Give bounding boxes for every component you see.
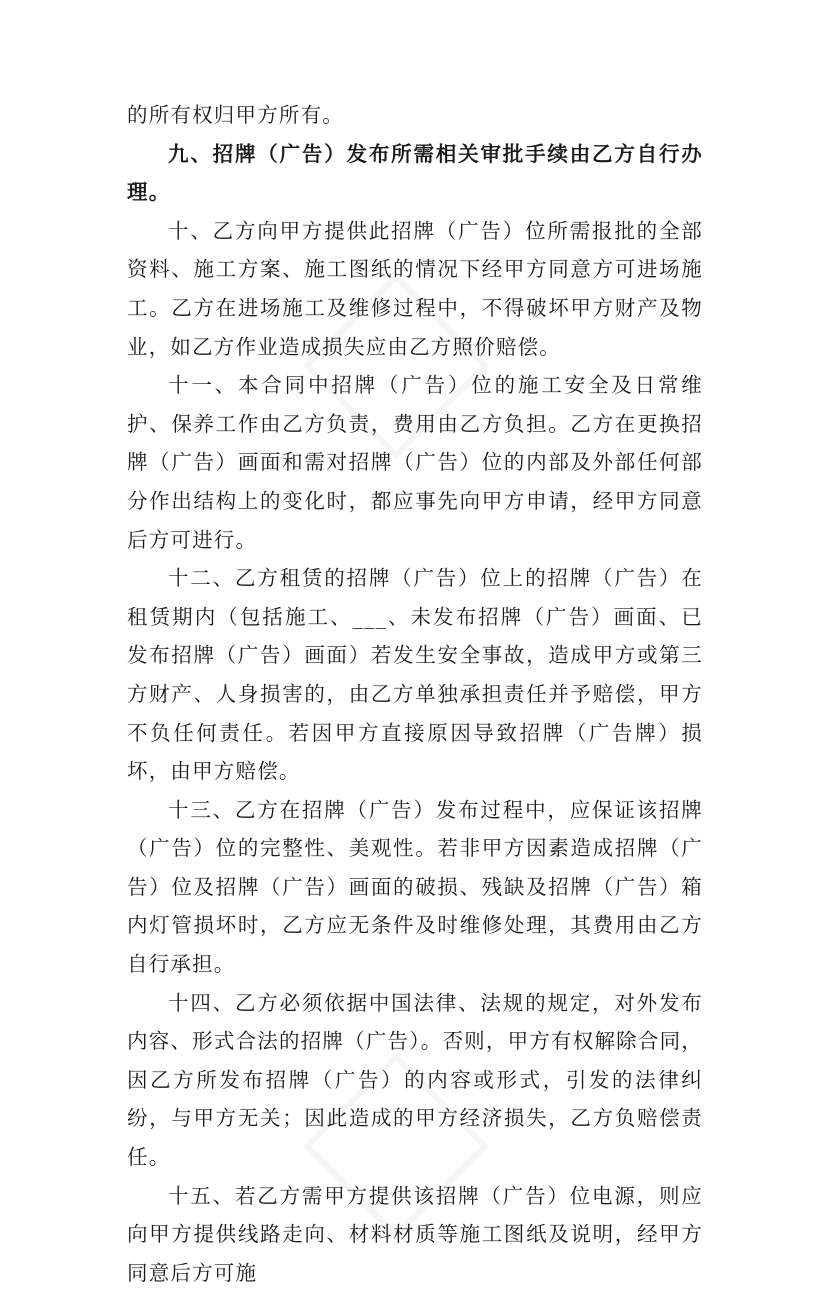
clause-15: 十五、若乙方需甲方提供该招牌（广告）位电源，则应向甲方提供线路走向、材料材质等施工图纸及说明，经甲方同意后方可施 — [127, 1183, 703, 1285]
clause-10: 十、乙方向甲方提供此招牌（广告）位所需报批的全部资料、施工方案、施工图纸的情况下经甲方同意方可进场施工。乙方在进场施工及维修过程中，不得破坏甲方财产及物业，如乙方作业造成损失应由乙方照价赔偿。 — [127, 218, 703, 359]
document-body — [127, 96, 703, 1292]
clause-12: 十二、乙方租赁的招牌（广告）位上的招牌（广告）在租赁期内（包括施工、___、未发布招牌（广告）画面、已发布招牌（广告）画面）若发生安全事故，造成甲方或第三方财产、人身损害的，由乙方单独承担责任并予赔偿，甲方不负任何责任。若因甲方直接原因导致招牌（广告牌）损坏，由甲方赔偿。 — [127, 566, 703, 784]
clause-9: 九、招牌（广告）发布所需相关审批手续由乙方自行办理。 — [127, 141, 703, 205]
clause-13: 十三、乙方在招牌（广告）发布过程中，应保证该招牌（广告）位的完整性、美观性。若非甲方因素造成招牌（广告）位及招牌（广告）画面的破损、残缺及招牌（广告）箱内灯管损坏时，乙方应无条件及时维修处理，其费用由乙方自行承担。 — [127, 797, 703, 977]
clause-14: 十四、乙方必须依据中国法律、法规的规定，对外发布内容、形式合法的招牌（广告）。否则，甲方有权解除合同，因乙方所发布招牌（广告）的内容或形式，引发的法律纠纷，与甲方无关；因此造成的甲方经济损失，乙方负赔偿责任。 — [127, 990, 703, 1170]
paragraph-continuation: 的所有权归甲方所有。 — [127, 103, 344, 127]
clause-11: 十一、本合同中招牌（广告）位的施工安全及日常维护、保养工作由乙方负责，费用由乙方负担。乙方在更换招牌（广告）画面和需对招牌（广告）位的内部及外部任何部分作出结构上的变化时，都应事先向甲方申请，经甲方同意后方可进行。 — [127, 373, 703, 552]
